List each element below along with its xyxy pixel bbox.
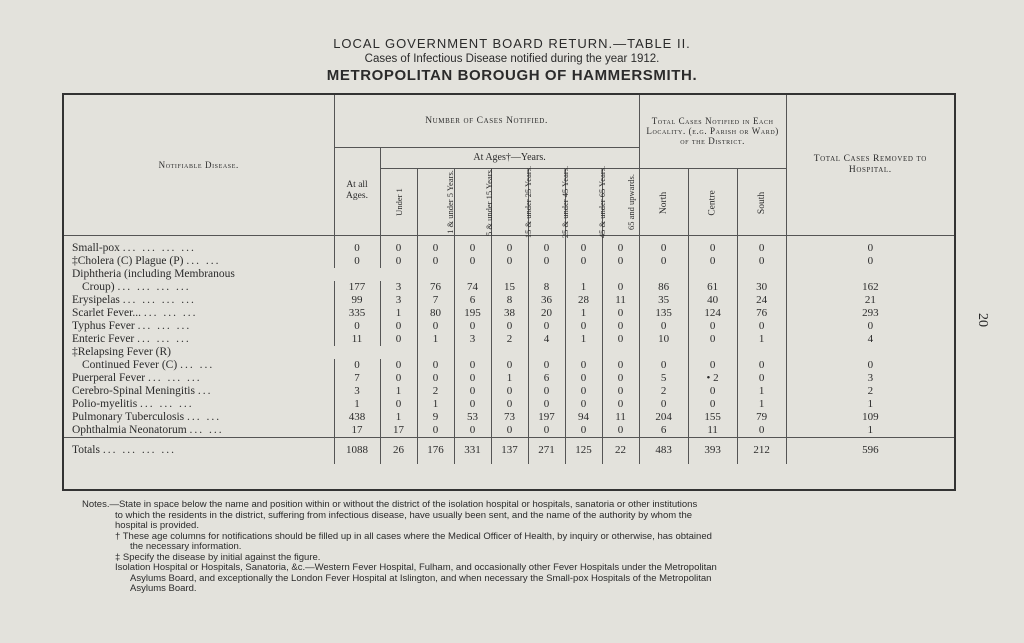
table-row [64, 294, 954, 307]
table-row [64, 346, 954, 359]
at-ages-header: At Ages†—Years. [380, 147, 639, 168]
value-cell: 293 [862, 306, 879, 319]
value-cell: 0 [454, 255, 491, 268]
value-cell: 0 [454, 385, 491, 398]
value-cell [786, 268, 954, 281]
total-cell: 331 [454, 437, 491, 464]
value-cell: 0 [380, 235, 417, 255]
value-cell: 94 [565, 411, 602, 424]
value-cell: 1 [737, 398, 786, 411]
value-cell: 1 [334, 398, 380, 411]
leader-dots: ... ... ... [137, 332, 191, 345]
notes [82, 500, 942, 595]
table-row [64, 268, 954, 281]
value-cell: 6 [454, 294, 491, 307]
leader-dots: ... ... ... ... [102, 444, 176, 456]
value-cell: 86 [639, 281, 688, 294]
age-col-header: 45 & under 65 Years. [565, 168, 602, 235]
value-cell: 11 [688, 424, 737, 438]
report-title: LOCAL GOVERNMENT BOARD RETURN.—TABLE II. [333, 36, 691, 51]
leader-dots: ... ... ... ... [122, 241, 196, 254]
value-cell: 0 [602, 333, 639, 346]
value-cell: 0 [565, 359, 602, 372]
value-cell: 10 [639, 333, 688, 346]
value-cell: 177 [334, 281, 380, 294]
value-cell [417, 268, 454, 281]
table-row [64, 235, 954, 255]
leader-dots: ... ... ... [140, 397, 194, 410]
value-cell: 6 [639, 424, 688, 438]
disease-name [64, 294, 334, 307]
value-cell: • 2 [688, 372, 737, 385]
value-cell: 4 [867, 332, 874, 345]
disease-name [64, 424, 334, 438]
table-row [64, 307, 954, 320]
leader-dots: ... ... ... [137, 319, 192, 332]
note-line: Isolation Hospital or Hospitals, Sanatoria, &c.—Western Fever Hospital, Fulham, and occasionally other Fever Hospitals under the Metropolitan [115, 562, 717, 573]
disease-label: ‡Relapsing Fever (R) [72, 345, 172, 358]
disease-name [64, 372, 334, 385]
totals-row [64, 437, 954, 464]
value-cell: 0 [602, 235, 639, 255]
value-cell: 0 [867, 241, 874, 254]
value-cell: 0 [565, 235, 602, 255]
value-cell: 0 [528, 398, 565, 411]
value-cell [528, 346, 565, 359]
value-cell: 1 [380, 411, 417, 424]
value-cell: 0 [417, 255, 454, 268]
disease-name [64, 411, 334, 424]
age-col-header: 15 & under 25 Years. [491, 168, 528, 235]
value-cell: 3 [380, 294, 417, 307]
value-cell: 335 [334, 307, 380, 320]
value-cell: 2 [867, 384, 874, 397]
age-col-header: 5 & under 15 Years. [454, 168, 491, 235]
disease-name [64, 333, 334, 346]
leader-dots: ... ... ... ... [122, 293, 196, 306]
table-row [64, 385, 954, 398]
value-cell: 17 [334, 424, 380, 438]
value-cell: 15 [491, 281, 528, 294]
disease-name [64, 235, 334, 255]
value-cell: 0 [528, 359, 565, 372]
total-cell: 137 [491, 437, 528, 464]
value-cell: 0 [491, 424, 528, 438]
value-cell: 109 [862, 410, 879, 423]
disease-label: ‡Cholera (C) Plague (P) [72, 254, 184, 267]
age-col-header: 1 & under 5 Years. [417, 168, 454, 235]
disease-label: Small-pox [72, 241, 120, 254]
age-col-header: 25 & under 45 Years. [528, 168, 565, 235]
value-cell: 0 [491, 235, 528, 255]
value-cell: 0 [491, 255, 528, 268]
value-cell: 0 [565, 320, 602, 333]
table-row [64, 398, 954, 411]
value-cell: 0 [380, 398, 417, 411]
value-cell: 0 [602, 385, 639, 398]
table-row [64, 281, 954, 294]
value-cell: 3 [867, 371, 874, 384]
table-row [64, 424, 954, 438]
value-cell: 0 [602, 359, 639, 372]
leader-dots: ... ... [180, 358, 215, 371]
table-row [64, 372, 954, 385]
value-cell: 3 [454, 333, 491, 346]
locality-col-header: South [737, 168, 786, 235]
value-cell: 195 [454, 307, 491, 320]
disease-label: Continued Fever (C) [82, 358, 178, 371]
value-cell: 0 [688, 320, 737, 333]
value-cell: 36 [528, 294, 565, 307]
value-cell: 1 [380, 385, 417, 398]
disease-name [64, 281, 334, 294]
value-cell: 0 [454, 359, 491, 372]
value-cell: 1 [867, 397, 874, 410]
leader-dots: ... ... [189, 423, 224, 436]
value-cell: 21 [864, 293, 876, 306]
value-cell: 0 [417, 235, 454, 255]
table-row [64, 359, 954, 372]
value-cell: 0 [454, 398, 491, 411]
value-cell: 0 [602, 307, 639, 320]
page-number: 20 [975, 313, 990, 327]
table-body [64, 235, 954, 464]
value-cell: 4 [528, 333, 565, 346]
value-cell: 40 [688, 294, 737, 307]
total-cell: 1088 [334, 437, 380, 464]
value-cell: 0 [737, 372, 786, 385]
value-cell: 0 [688, 255, 737, 268]
report-subtitle: Cases of Infectious Disease notified during the year 1912. [364, 53, 660, 65]
value-cell: 0 [602, 255, 639, 268]
value-cell: 0 [528, 235, 565, 255]
value-cell: 30 [737, 281, 786, 294]
value-cell: 0 [565, 372, 602, 385]
disease-name [64, 385, 334, 398]
disease-name [64, 359, 334, 372]
value-cell: 0 [639, 359, 688, 372]
value-cell: 61 [688, 281, 737, 294]
value-cell: 24 [737, 294, 786, 307]
note-line: Asylums Board, and exceptionally the London Fever Hospital at Islington, and when necessary the Small-pox Hospitals of the Metropolitan [130, 572, 712, 584]
disease-table [62, 93, 956, 491]
value-cell: 124 [688, 307, 737, 320]
value-cell: 76 [417, 281, 454, 294]
disease-label: Cerebro-Spinal Meningitis [72, 384, 195, 397]
value-cell: 28 [565, 294, 602, 307]
value-cell: 0 [491, 320, 528, 333]
value-cell [688, 268, 737, 281]
value-cell: 0 [688, 385, 737, 398]
value-cell: 0 [528, 385, 565, 398]
total-cell: 125 [565, 437, 602, 464]
note-line: hospital is provided. [115, 520, 199, 531]
value-cell: 0 [380, 255, 417, 268]
total-cell: 22 [602, 437, 639, 464]
total-cell: 26 [380, 437, 417, 464]
value-cell [565, 346, 602, 359]
value-cell: 1 [417, 333, 454, 346]
total-cell: 483 [639, 437, 688, 464]
value-cell: 0 [737, 255, 786, 268]
leader-dots: ... ... [187, 410, 222, 423]
value-cell [737, 346, 786, 359]
leader-dots: ... ... [186, 254, 221, 267]
value-cell: 0 [334, 320, 380, 333]
value-cell: 7 [334, 372, 380, 385]
value-cell: 17 [380, 424, 417, 438]
table-row [64, 255, 954, 268]
value-cell: 204 [639, 411, 688, 424]
disease-label: Erysipelas [72, 293, 120, 306]
value-cell: 0 [334, 255, 380, 268]
value-cell: 0 [602, 424, 639, 438]
value-cell [602, 268, 639, 281]
disease-name [64, 346, 417, 359]
value-cell: 1 [491, 372, 528, 385]
value-cell: 35 [639, 294, 688, 307]
value-cell: 0 [602, 398, 639, 411]
value-cell: 0 [737, 320, 786, 333]
locality-col-header: Centre [688, 168, 737, 235]
value-cell: 135 [639, 307, 688, 320]
value-cell: 197 [528, 411, 565, 424]
table-row [64, 411, 954, 424]
value-cell: 0 [602, 281, 639, 294]
value-cell: 8 [528, 281, 565, 294]
note-line: Asylums Board. [130, 583, 197, 594]
value-cell: 0 [417, 424, 454, 438]
value-cell: 0 [528, 320, 565, 333]
value-cell: 80 [417, 307, 454, 320]
value-cell: 0 [639, 320, 688, 333]
note-line: the necessary information. [130, 541, 242, 552]
value-cell: 11 [602, 294, 639, 307]
value-cell: 0 [417, 359, 454, 372]
table-row [64, 333, 954, 346]
value-cell: 0 [565, 424, 602, 438]
value-cell: 1 [737, 333, 786, 346]
value-cell: 0 [334, 359, 380, 372]
value-cell: 0 [867, 254, 874, 267]
value-cell: 0 [528, 424, 565, 438]
locality-header: Total Cases Notified in Each Locality. (e.g. Parish or Ward) of the District. [639, 95, 786, 168]
value-cell: 0 [491, 385, 528, 398]
value-cell: 0 [380, 359, 417, 372]
leader-dots: ... [197, 384, 213, 397]
value-cell: 438 [334, 411, 380, 424]
value-cell: 6 [528, 372, 565, 385]
disease-name [64, 255, 334, 268]
value-cell: 9 [417, 411, 454, 424]
note-line: to which the residents in the district, suffering from infectious disease, have usually been sent, and the name of the authority by whom the [115, 509, 693, 521]
value-cell: 2 [491, 333, 528, 346]
value-cell: 0 [737, 359, 786, 372]
leader-dots: ... ... ... [148, 371, 202, 384]
totals-label [64, 437, 334, 464]
value-cell [639, 346, 688, 359]
value-cell: 0 [565, 255, 602, 268]
value-cell: 1 [380, 307, 417, 320]
value-cell [688, 346, 737, 359]
value-cell: 0 [867, 319, 874, 332]
disease-label: Pulmonary Tuberculosis [72, 410, 185, 423]
value-cell: 0 [380, 333, 417, 346]
disease-label: Ophthalmia Neonatorum [72, 423, 187, 436]
value-cell [639, 268, 688, 281]
total-cell: 176 [417, 437, 454, 464]
number-notified-header: Number of Cases Notified. [334, 95, 639, 147]
note-line: ‡ Specify the disease by initial against the figure. [115, 551, 321, 563]
value-cell: 0 [639, 255, 688, 268]
value-cell: 74 [454, 281, 491, 294]
disease-label: Scarlet Fever... [72, 306, 141, 319]
value-cell: 2 [417, 385, 454, 398]
value-cell: 20 [528, 307, 565, 320]
value-cell [491, 346, 528, 359]
table-row [64, 320, 954, 333]
disease-name [64, 398, 334, 411]
note-line: Notes.—State in space below the name and position within or without the district of the isolation hospital or hospitals, sanatoria or other institutions [82, 499, 698, 510]
age-col-header: 65 and upwards. [602, 168, 639, 235]
value-cell: 7 [417, 294, 454, 307]
value-cell: 2 [639, 385, 688, 398]
disease-name [64, 320, 334, 333]
value-cell: 1 [867, 423, 874, 436]
borough-title: METROPOLITAN BOROUGH OF HAMMERSMITH. [326, 67, 698, 84]
note-line: † These age columns for notifications should be filled up in all cases where the Medical Officer of Health, by inquiry or otherwise, has obtained [115, 530, 712, 542]
value-cell: 0 [491, 398, 528, 411]
disease-label: Typhus Fever [72, 319, 135, 332]
value-cell: 53 [454, 411, 491, 424]
value-cell: 0 [380, 372, 417, 385]
total-cell: 271 [528, 437, 565, 464]
total-cell: 212 [737, 437, 786, 464]
value-cell: 0 [602, 320, 639, 333]
value-cell: 11 [602, 411, 639, 424]
value-cell: 0 [688, 359, 737, 372]
totals-text: Totals [72, 444, 100, 456]
value-cell: 162 [862, 280, 879, 293]
value-cell: 0 [454, 235, 491, 255]
value-cell: 0 [454, 320, 491, 333]
value-cell [454, 268, 491, 281]
value-cell: 0 [565, 385, 602, 398]
value-cell: 0 [602, 372, 639, 385]
value-cell: 0 [334, 235, 380, 255]
disease-label: Diphtheria (including Membranous [72, 267, 235, 280]
total-cell: 393 [688, 437, 737, 464]
value-cell: 1 [565, 281, 602, 294]
value-cell: 0 [639, 235, 688, 255]
value-cell: 3 [334, 385, 380, 398]
value-cell: 0 [688, 235, 737, 255]
value-cell: 155 [688, 411, 737, 424]
value-cell: 11 [334, 333, 380, 346]
value-cell: 5 [639, 372, 688, 385]
value-cell: 79 [737, 411, 786, 424]
value-cell: 0 [417, 320, 454, 333]
value-cell: 0 [867, 358, 874, 371]
disease-label: Enteric Fever [72, 332, 135, 345]
value-cell: 0 [737, 235, 786, 255]
value-cell: 73 [491, 411, 528, 424]
value-cell: 0 [688, 333, 737, 346]
disease-label: Croup) [82, 280, 115, 293]
value-cell [528, 268, 565, 281]
value-cell: 99 [334, 294, 380, 307]
value-cell: 1 [417, 398, 454, 411]
value-cell [491, 268, 528, 281]
age-col-header: Under 1 [380, 168, 417, 235]
value-cell [602, 346, 639, 359]
all-ages-header: At all Ages. [334, 147, 380, 235]
value-cell: 0 [737, 424, 786, 438]
value-cell [737, 268, 786, 281]
value-cell: 0 [491, 359, 528, 372]
disease-name [64, 268, 417, 281]
value-cell: 1 [565, 307, 602, 320]
leader-dots: ... ... ... ... [117, 280, 191, 293]
value-cell: 0 [454, 424, 491, 438]
value-cell: 0 [565, 398, 602, 411]
value-cell: 3 [380, 281, 417, 294]
value-cell: 8 [491, 294, 528, 307]
disease-label: Puerperal Fever [72, 371, 146, 384]
value-cell [565, 268, 602, 281]
value-cell: 76 [737, 307, 786, 320]
leader-dots: ... ... ... [143, 306, 198, 319]
value-cell: 0 [417, 372, 454, 385]
value-cell: 0 [454, 372, 491, 385]
value-cell: 38 [491, 307, 528, 320]
value-cell [454, 346, 491, 359]
value-cell: 1 [565, 333, 602, 346]
disease-name [64, 307, 334, 320]
value-cell: 1 [737, 385, 786, 398]
notifiable-disease-header: Notifiable Disease. [64, 95, 334, 235]
value-cell: 0 [380, 320, 417, 333]
value-cell: 0 [688, 398, 737, 411]
value-cell: 0 [639, 398, 688, 411]
value-cell [417, 346, 454, 359]
value-cell: 0 [528, 255, 565, 268]
value-cell [786, 346, 954, 359]
total-cell: 596 [786, 437, 954, 464]
removed-header: Total Cases Removed to Hospital. [786, 95, 954, 235]
locality-col-header: North [639, 168, 688, 235]
disease-label: Polio-myelitis [72, 397, 138, 410]
